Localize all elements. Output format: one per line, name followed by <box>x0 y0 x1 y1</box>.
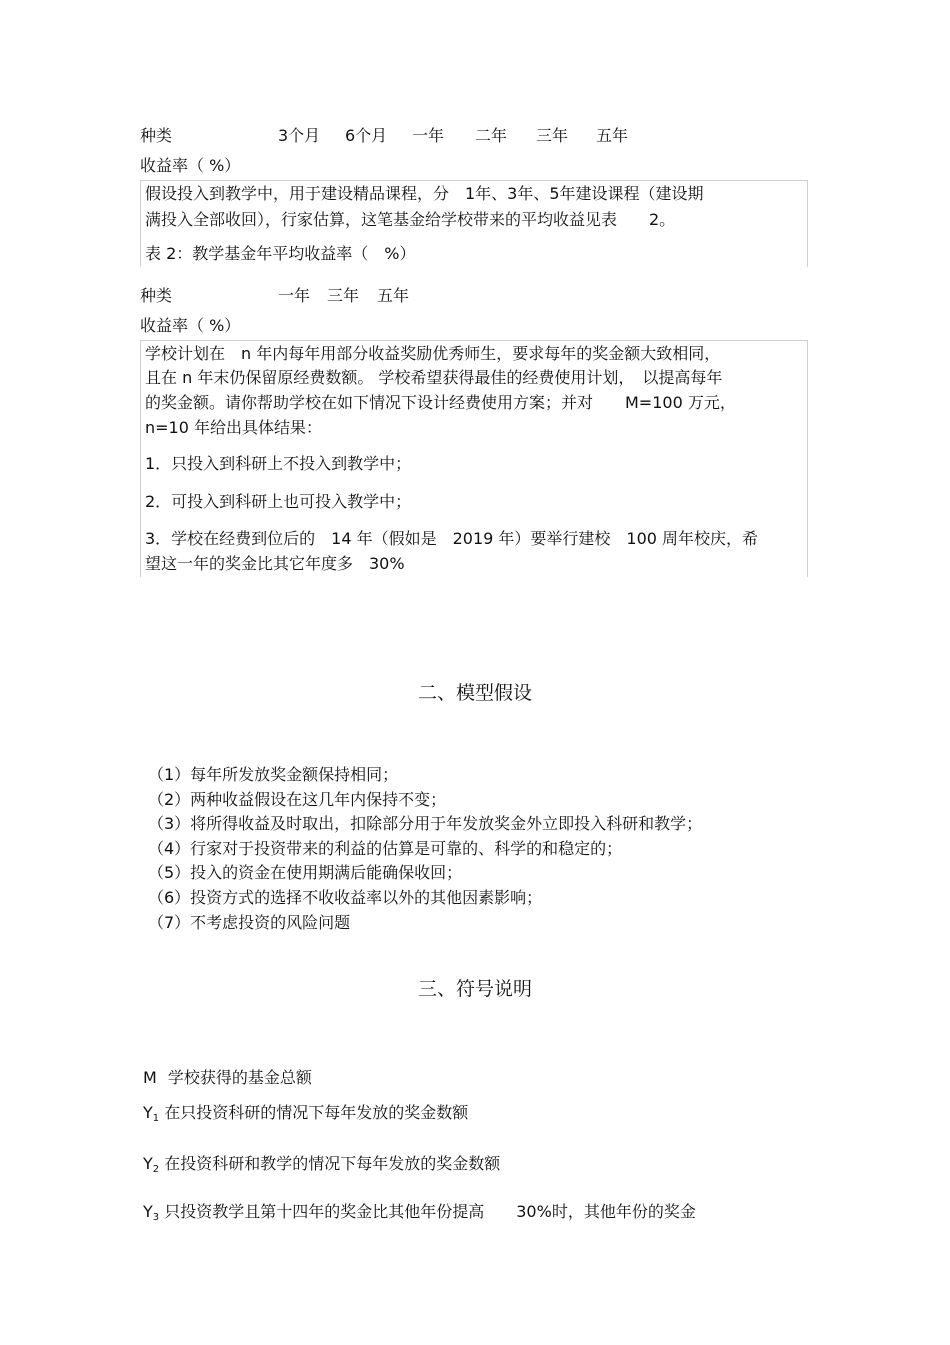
symbol-subscript: 2 <box>152 1164 160 1175</box>
assumption-item: （2）两种收益假设在这几年内保持不变； <box>148 790 447 809</box>
symbol-description: 学校获得的基金总额 <box>167 1068 312 1087</box>
text-line: n=10 年给出具体结果： <box>145 418 322 437</box>
table1-rate-label: 收益率（ %） <box>140 156 241 175</box>
text-line: 且在 n 年末仍保留原经费数额。 学校希望获得最佳的经费使用计划， 以提高每年 <box>145 368 723 387</box>
symbol-letter: Y <box>143 1154 153 1173</box>
text-line: 满投入全部收回），行家估算，这笔基金给学校带来的平均收益见表 2。 <box>145 210 676 229</box>
table1-term: 二年 <box>475 126 508 145</box>
table2-term: 五年 <box>377 286 410 305</box>
assumption-item: （6）投资方式的选择不收收益率以外的其他因素影响； <box>148 888 543 907</box>
table1-term: 五年 <box>596 126 629 145</box>
symbol-letter: Y <box>143 1202 153 1221</box>
problem-text-box-1 <box>140 180 808 267</box>
section-heading-symbols: 三、符号说明 <box>417 978 532 1000</box>
symbol-subscript: 1 <box>152 1113 160 1124</box>
text-line: 望这一年的奖金比其它年度多 30% <box>145 554 405 573</box>
requirement-3: 3．学校在经费到位后的 14 年（假如是 2019 年）要举行建校 100 周年校庆，希 <box>145 529 759 548</box>
table2-type-label: 种类 <box>140 286 173 305</box>
assumption-item: （7）不考虑投资的风险问题 <box>148 913 351 932</box>
assumption-item: （3）将所得收益及时取出，扣除部分用于年发放奖金外立即投入科研和教学； <box>148 814 703 833</box>
problem-text-box-2 <box>140 340 808 577</box>
symbol-description: 在投资科研和教学的情况下每年发放的奖金数额 <box>164 1154 501 1173</box>
table2-rate-label: 收益率（ %） <box>140 316 241 335</box>
text-line: 假设投入到教学中，用于建设精品课程，分 1年、3年、5年建设课程（建设期 <box>145 184 704 203</box>
symbol-y3 <box>143 1199 696 1223</box>
assumption-item: （5）投入的资金在使用期满后能确保收回； <box>148 863 463 882</box>
table1-term: 三年 <box>536 126 569 145</box>
symbol-subscript: 3 <box>152 1212 160 1223</box>
symbol-y2 <box>143 1151 500 1175</box>
text-line: 的奖金额。请你帮助学校在如下情况下设计经费使用方案；并对 M=100 万元， <box>145 393 736 412</box>
table1-term: 3个月 <box>278 126 321 145</box>
table2-term: 三年 <box>327 286 360 305</box>
requirement-1: 1．只投入到科研上不投入到教学中； <box>145 454 412 473</box>
section-heading-assumptions: 二、模型假设 <box>417 682 532 704</box>
requirement-2: 2．可投入到科研上也可投入教学中； <box>145 492 412 511</box>
table1-type-label: 种类 <box>140 126 173 145</box>
assumption-item: （1）每年所发放奖金额保持相同； <box>148 765 399 784</box>
symbol-description: 只投资教学且第十四年的奖金比其他年份提高 30%时，其他年份的奖金 <box>164 1202 696 1221</box>
symbol-letter: M <box>143 1068 157 1087</box>
text-line: 学校计划在 n 年内每年用部分收益奖励优秀师生，要求每年的奖金额大致相同， <box>145 344 721 363</box>
table2-term: 一年 <box>278 286 311 305</box>
symbol-m <box>143 1065 312 1088</box>
table1-term: 一年 <box>412 126 445 145</box>
symbol-description: 在只投资科研的情况下每年发放的奖金数额 <box>164 1103 469 1122</box>
symbol-y1 <box>143 1100 468 1124</box>
table1-term: 6个月 <box>345 126 388 145</box>
symbol-letter: Y <box>143 1103 153 1122</box>
table2-caption: 表 2：教学基金年平均收益率（ %） <box>145 244 416 263</box>
assumption-item: （4）行家对于投资带来的利益的估算是可靠的、科学的和稳定的； <box>148 839 623 858</box>
